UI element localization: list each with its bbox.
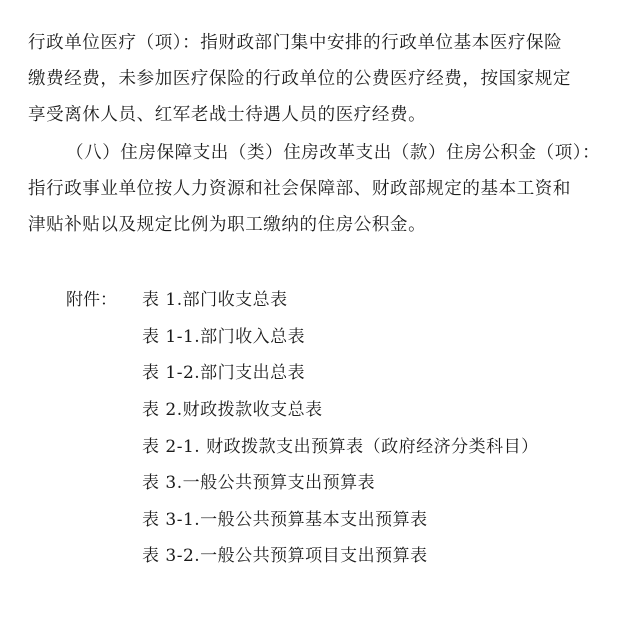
attachments-label: 附件：	[66, 290, 117, 310]
attachment-item: 表 1-1.部门收入总表	[142, 327, 306, 347]
attachment-item: 表 2-1. 财政拨款支出预算表（政府经济分类科目）	[142, 437, 539, 457]
attachment-item: 表 1.部门收支总表	[142, 290, 288, 310]
paragraph-1-line-1: 行政单位医疗（项）：指财政部门集中安排的行政单位基本医疗保险	[28, 33, 563, 53]
paragraph-2-line-2: 指行政事业单位按人力资源和社会保障部、财政部规定的基本工资和	[28, 179, 571, 199]
attachment-item: 表 3-1.一般公共预算基本支出预算表	[142, 510, 428, 530]
paragraph-1-line-3: 享受离休人员、红军老战士待遇人员的医疗经费。	[28, 105, 427, 125]
paragraph-2-line-1: （八）住房保障支出（类）住房改革支出（款）住房公积金（项）：	[66, 143, 601, 163]
attachment-item: 表 3.一般公共预算支出预算表	[142, 473, 376, 493]
paragraph-1-line-2: 缴费经费，未参加医疗保险的行政单位的公费医疗经费，按国家规定	[28, 69, 571, 89]
attachment-item: 表 3-2.一般公共预算项目支出预算表	[142, 546, 428, 566]
attachment-item: 表 1-2.部门支出总表	[142, 363, 306, 383]
paragraph-2-line-3: 津贴补贴以及规定比例为职工缴纳的住房公积金。	[28, 215, 427, 235]
attachment-item: 表 2.财政拨款收支总表	[142, 400, 323, 420]
